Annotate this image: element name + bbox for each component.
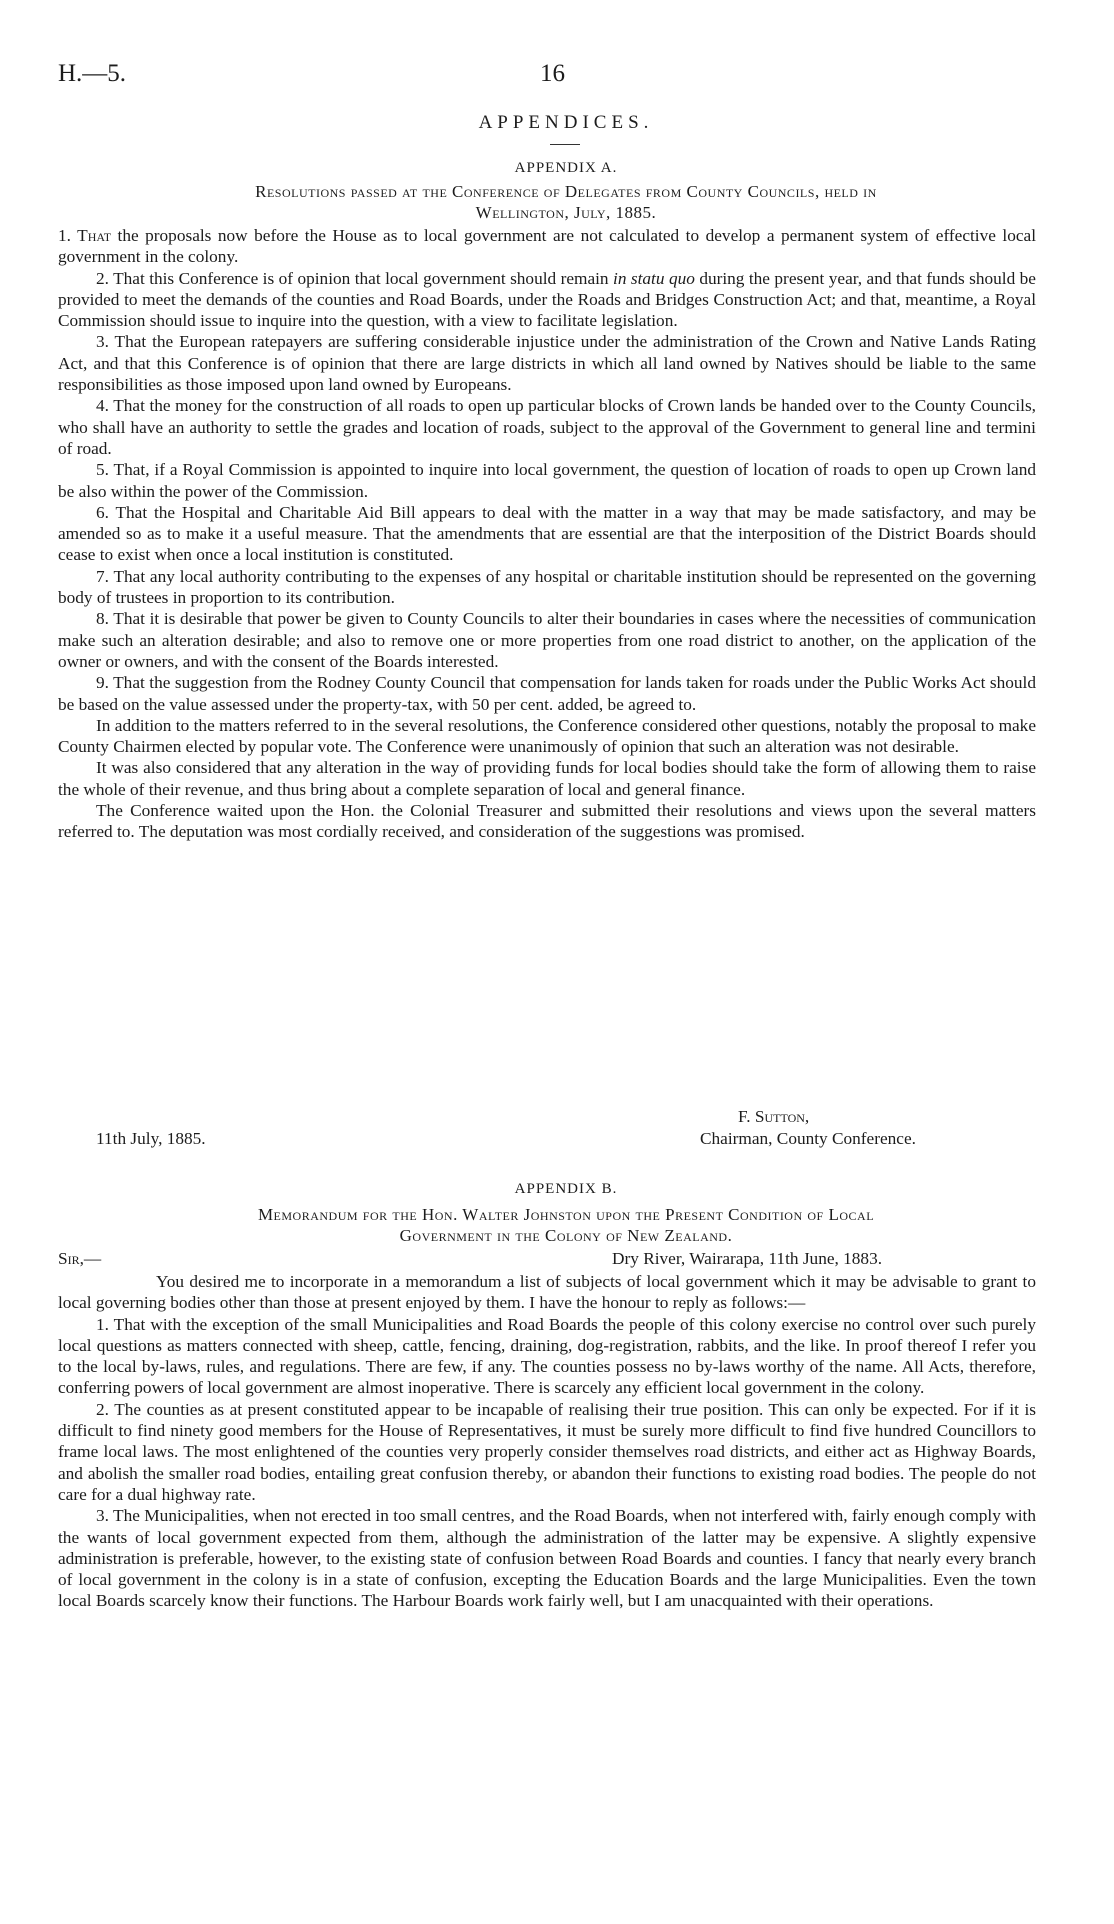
document-reference: H.—5. (58, 60, 127, 87)
signature-date: 11th July, 1885. (96, 1129, 206, 1148)
resolution-7: 7. That any local authority contributing to the expenses of any hospital or charitable institution should be represented on the governing body of trustees in proportion to its contribution. (58, 566, 1036, 608)
signatory-title: Chairman, County Conference. (700, 1129, 916, 1148)
memorandum-item-3: 3. The Municipalities, when not erected in too small centres, and the Road Boards, when not interfered with, fairly enough comply with the wants of local government expected from them, although the administration of the latter may be expensive. A slightly expensive administration is preferable, however, to the existing state of confusion between Road Boards and counties. I fancy that nearly every branch of local government in the colony is in a state of confusion, excepting the Education Boards and the large Municipalities. Even the town local Boards scarcely know their functions. The Harbour Boards work fairly well, but I am unacquainted with their operations. (58, 1506, 1036, 1611)
appendix-b-heading-line-2: Government in the Colony of New Zealand. (399, 1226, 733, 1245)
appendix-a-heading-line-1: Resolutions passed at the Conference of Delegates from County Councils, held in (255, 182, 877, 201)
place-and-date: Dry River, Wairarapa, 11th June, 1883. (612, 1249, 883, 1268)
resolution-2-text-b: during the present year, and that funds should be provided to meet the demands of the counties and Road Boards, under the Roads and Bridges Construction Act; and that, meantime, a Royal Commission should issue to inquire into the question, with a view to facilitate legislation. (58, 268, 1036, 331)
resolution-4: 4. That the money for the construction of all roads to open up particular blocks of Crown lands be handed over to the County Councils, who shall have an authority to settle the grades and location of roads, subject to the approval of the Government to general line and termini of road. (58, 396, 1036, 458)
memorandum-item-2: 2. The counties as at present constituted appear to be incapable of realising their true position. This can only be expected. For if it is difficult to find ninety good members for the House of Representatives, it must be surely more difficult to find five hundred Councillors to frame local laws. The most enlightened of the counties very properly consider themselves road districts, and either act as Highway Boards, and abolish the smaller road bodies, entailing great confusion thereby, or abandon their functions to existing road bodies. The people do not care for a dual highway rate. (58, 1399, 1036, 1504)
resolution-1-text: the proposals now before the House as to local government are not calculated to develop a permanent system of effective local government in the colony. (58, 226, 1036, 267)
appendix-a-label: APPENDIX A. (514, 160, 618, 176)
memorandum-intro: You desired me to incorporate in a memorandum a list of subjects of local government which it may be advisable to grant to local governing bodies other than those at present enjoyed by them. I have the honour to reply as follows:— (58, 1272, 1036, 1313)
appendix-a-heading-line-2: Wellington, July, 1885. (475, 203, 657, 222)
page-number: 16 (540, 60, 565, 87)
salutation: Sir,— (58, 1249, 102, 1268)
resolution-8: 8. That it is desirable that power be given to County Councils to alter their boundaries in cases where the necessities of communication make such an alteration desirable; and also to remove one or more properties from one road district to another, on the application of the owner or owners, and with the consent of the Boards interested. (58, 609, 1036, 671)
paragraph-also: It was also considered that any alteration in the way of providing funds for local bodies should take the form of allowing them to raise the whole of their revenue, and thus bring about a complete separation of local and general finance. (58, 758, 1036, 799)
appendix-b-heading-line-1: Memorandum for the Hon. Walter Johnston upon the Present Condition of Local (257, 1205, 875, 1224)
appendix-b-body (58, 1271, 1036, 1612)
resolution-1 (58, 225, 1036, 268)
resolution-3: 3. That the European ratepayers are suffering considerable injustice under the administration of the Crown and Native Lands Rating Act, and that this Conference is of opinion that there are large districts in which all land owned by Natives should be liable to the same responsibilities as those imposed upon land owned by Europeans. (58, 332, 1036, 395)
memorandum-item-1: 1. That with the exception of the small Municipalities and Road Boards the people of this colony exercise no control over such purely local questions as matters connected with sheep, cattle, fencing, draining, dog-registration, rabbits, and the like. In proof thereof I refer you to the local by-laws, rules, and regulations. There are few, if any. The counties possess no by-laws worthy of the name. All Acts, therefore, conferring powers of local government are almost inoperative. There is scarcely any efficient local government in the colony. (58, 1314, 1036, 1398)
paragraph-addition: In addition to the matters referred to in the several resolutions, the Conference considered other questions, notably the proposal to make County Chairmen elected by popular vote. The Conference were unanimously of opinion that such an alteration was not desirable. (58, 715, 1036, 757)
resolution-2-italic: in statu quo (613, 268, 695, 288)
paragraph-waited: The Conference waited upon the Hon. the Colonial Treasurer and submitted their resolutions and views upon the several matters referred to. The deputation was most cordially received, and consideration of the suggestions was promised. (58, 801, 1036, 842)
signatory-name: F. Sutton, (738, 1107, 810, 1126)
resolution-5: 5. That, if a Royal Commission is appointed to inquire into local government, the question of location of roads to open up Crown land be also within the power of the Commission. (58, 460, 1036, 501)
resolution-9: 9. That the suggestion from the Rodney County Council that compensation for lands taken for roads under the Public Works Act should be based on the value assessed under the property-tax, with 50 per cent. added, be agreed to. (58, 673, 1036, 714)
resolution-2-text-a: 2. That this Conference is of opinion that local government should remain (96, 268, 614, 288)
resolution-6: 6. That the Hospital and Charitable Aid Bill appears to deal with the matter in a way that may be made satisfactory, and may be amended so as to make it a useful measure. That the amendments that are essential are that the interposition of the District Boards should cease to exist when once a local institution is constituted. (58, 502, 1036, 565)
page-title: APPENDICES. (478, 112, 654, 133)
resolution-2 (58, 268, 1036, 332)
divider (550, 144, 580, 145)
appendix-b-label: APPENDIX B. (514, 1181, 618, 1197)
appendix-a-body (58, 225, 1036, 843)
resolution-1-lead: 1. That (58, 226, 112, 245)
